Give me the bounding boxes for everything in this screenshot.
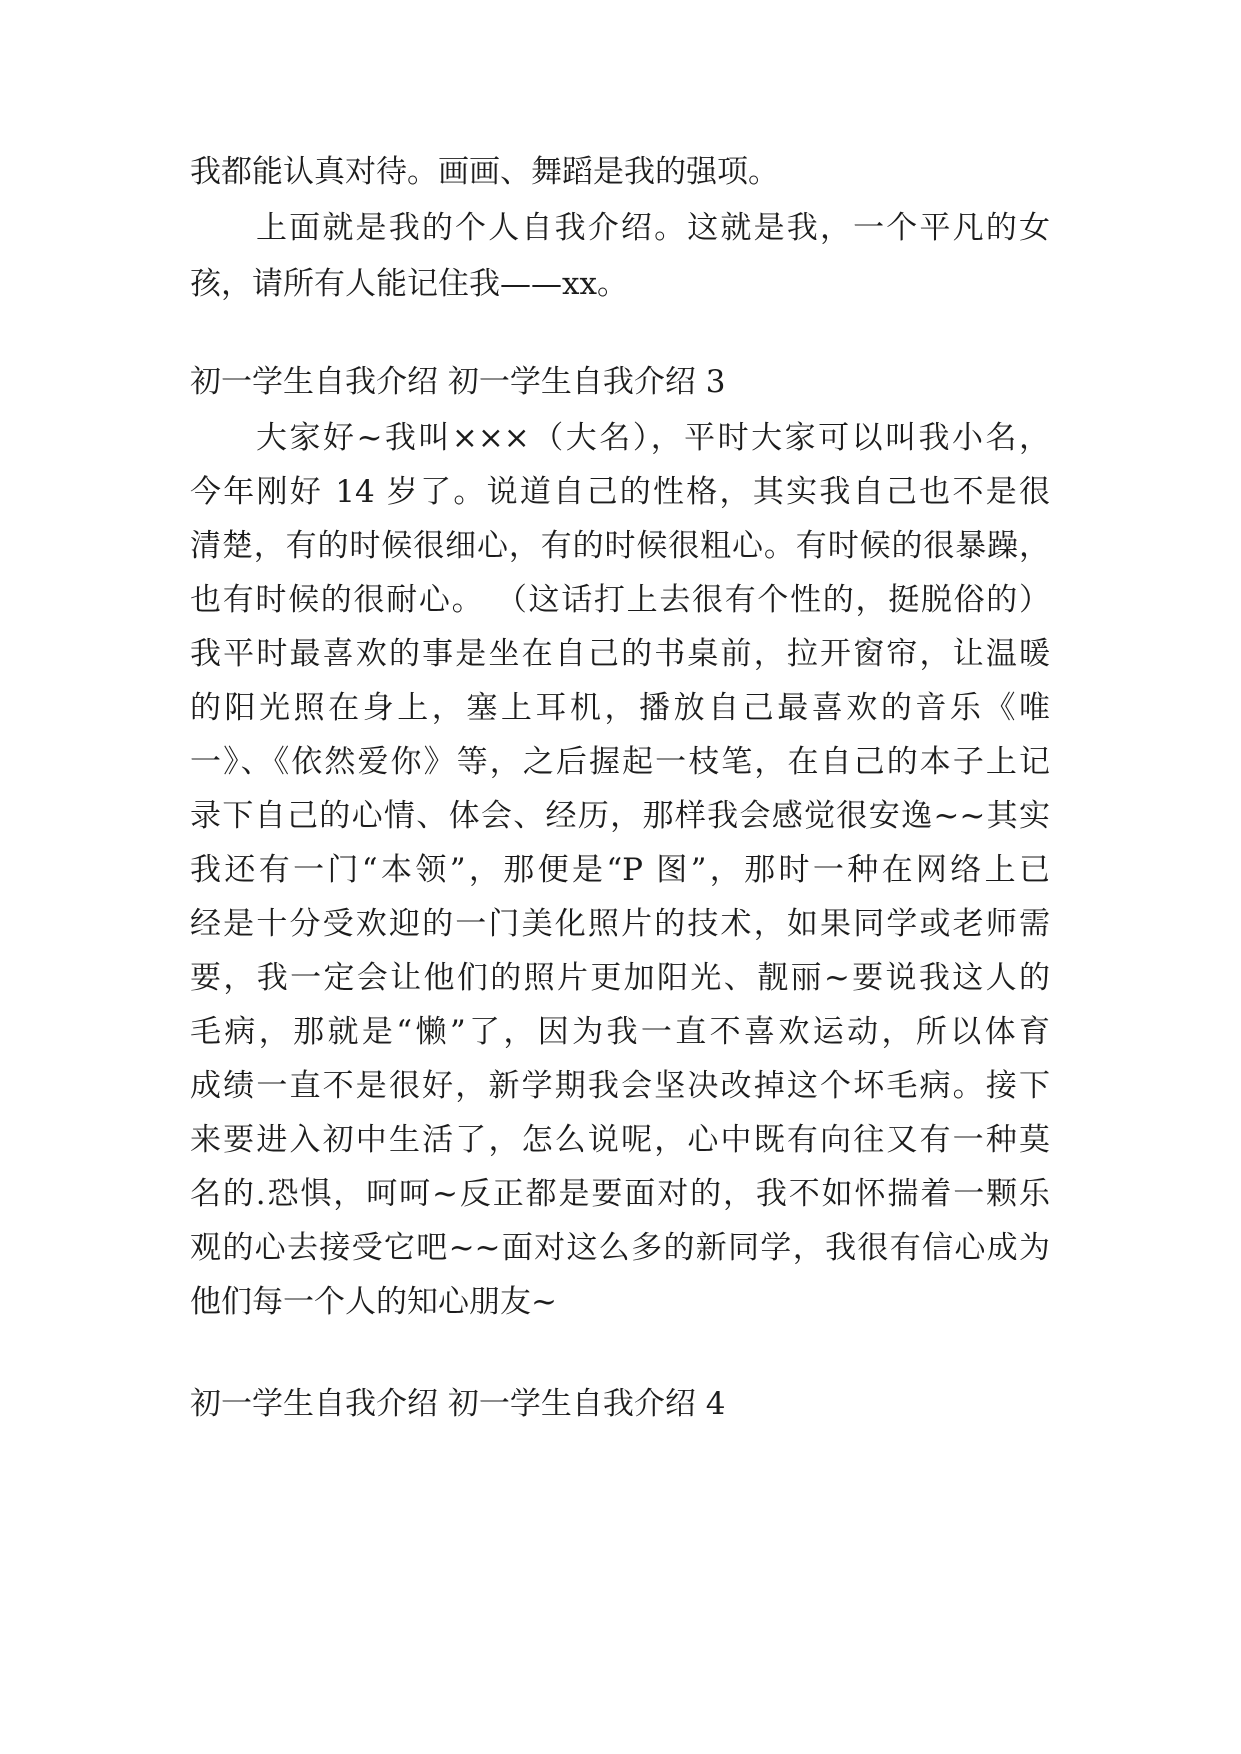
paragraph-line: 今年刚好 14 岁了。说道自己的性格，其实我自己也不是很 [190, 474, 1050, 510]
paragraph-line: 清楚，有的时候很细心，有的时候很粗心。有时候的很暴躁， [190, 528, 1050, 564]
paragraph-line: 观的心去接受它吧~~面对这么多的新同学，我很有信心成为 [190, 1230, 1050, 1266]
paragraph-line: 毛病，那就是“懒”了，因为我一直不喜欢运动，所以体育 [190, 1014, 1050, 1050]
section-heading-3: 初一学生自我介绍 初一学生自我介绍 3 [190, 364, 726, 400]
paragraph-line: 大家好~我叫×××（大名），平时大家可以叫我小名， [256, 420, 1050, 456]
paragraph-line: 我还有一门“本领”，那便是“P 图”，那时一种在网络上已 [190, 852, 1050, 888]
paragraph-line: 他们每一个人的知心朋友~ [190, 1284, 557, 1320]
paragraph-line: 名的.恐惧，呵呵~反正都是要面对的，我不如怀揣着一颗乐 [190, 1176, 1050, 1212]
paragraph-line: 孩，请所有人能记住我——xx。 [190, 266, 628, 302]
paragraph-line: 我平时最喜欢的事是坐在自己的书桌前，拉开窗帘，让温暖 [190, 636, 1050, 672]
paragraph-line: 成绩一直不是很好，新学期我会坚决改掉这个坏毛病。接下 [190, 1068, 1050, 1104]
paragraph-line: 录下自己的心情、体会、经历，那样我会感觉很安逸~~其实 [190, 798, 1050, 834]
paragraph-line: 一》、《依然爱你》等，之后握起一枝笔，在自己的本子上记 [190, 744, 1050, 780]
paragraph-line: 我都能认真对待。画画、舞蹈是我的强项。 [190, 154, 779, 190]
paragraph-line: 来要进入初中生活了，怎么说呢，心中既有向往又有一种莫 [190, 1122, 1050, 1158]
paragraph-line: 经是十分受欢迎的一门美化照片的技术，如果同学或老师需 [190, 906, 1050, 942]
paragraph-line: 要，我一定会让他们的照片更加阳光、靓丽~要说我这人的 [190, 960, 1050, 996]
paragraph-line: 也有时候的很耐心。 （这话打上去很有个性的，挺脱俗的） [190, 582, 1050, 618]
section-heading-4: 初一学生自我介绍 初一学生自我介绍 4 [190, 1386, 726, 1422]
paragraph-line: 的阳光照在身上，塞上耳机，播放自己最喜欢的音乐《唯 [190, 690, 1050, 726]
paragraph-line: 上面就是我的个人自我介绍。这就是我，一个平凡的女 [256, 210, 1050, 246]
